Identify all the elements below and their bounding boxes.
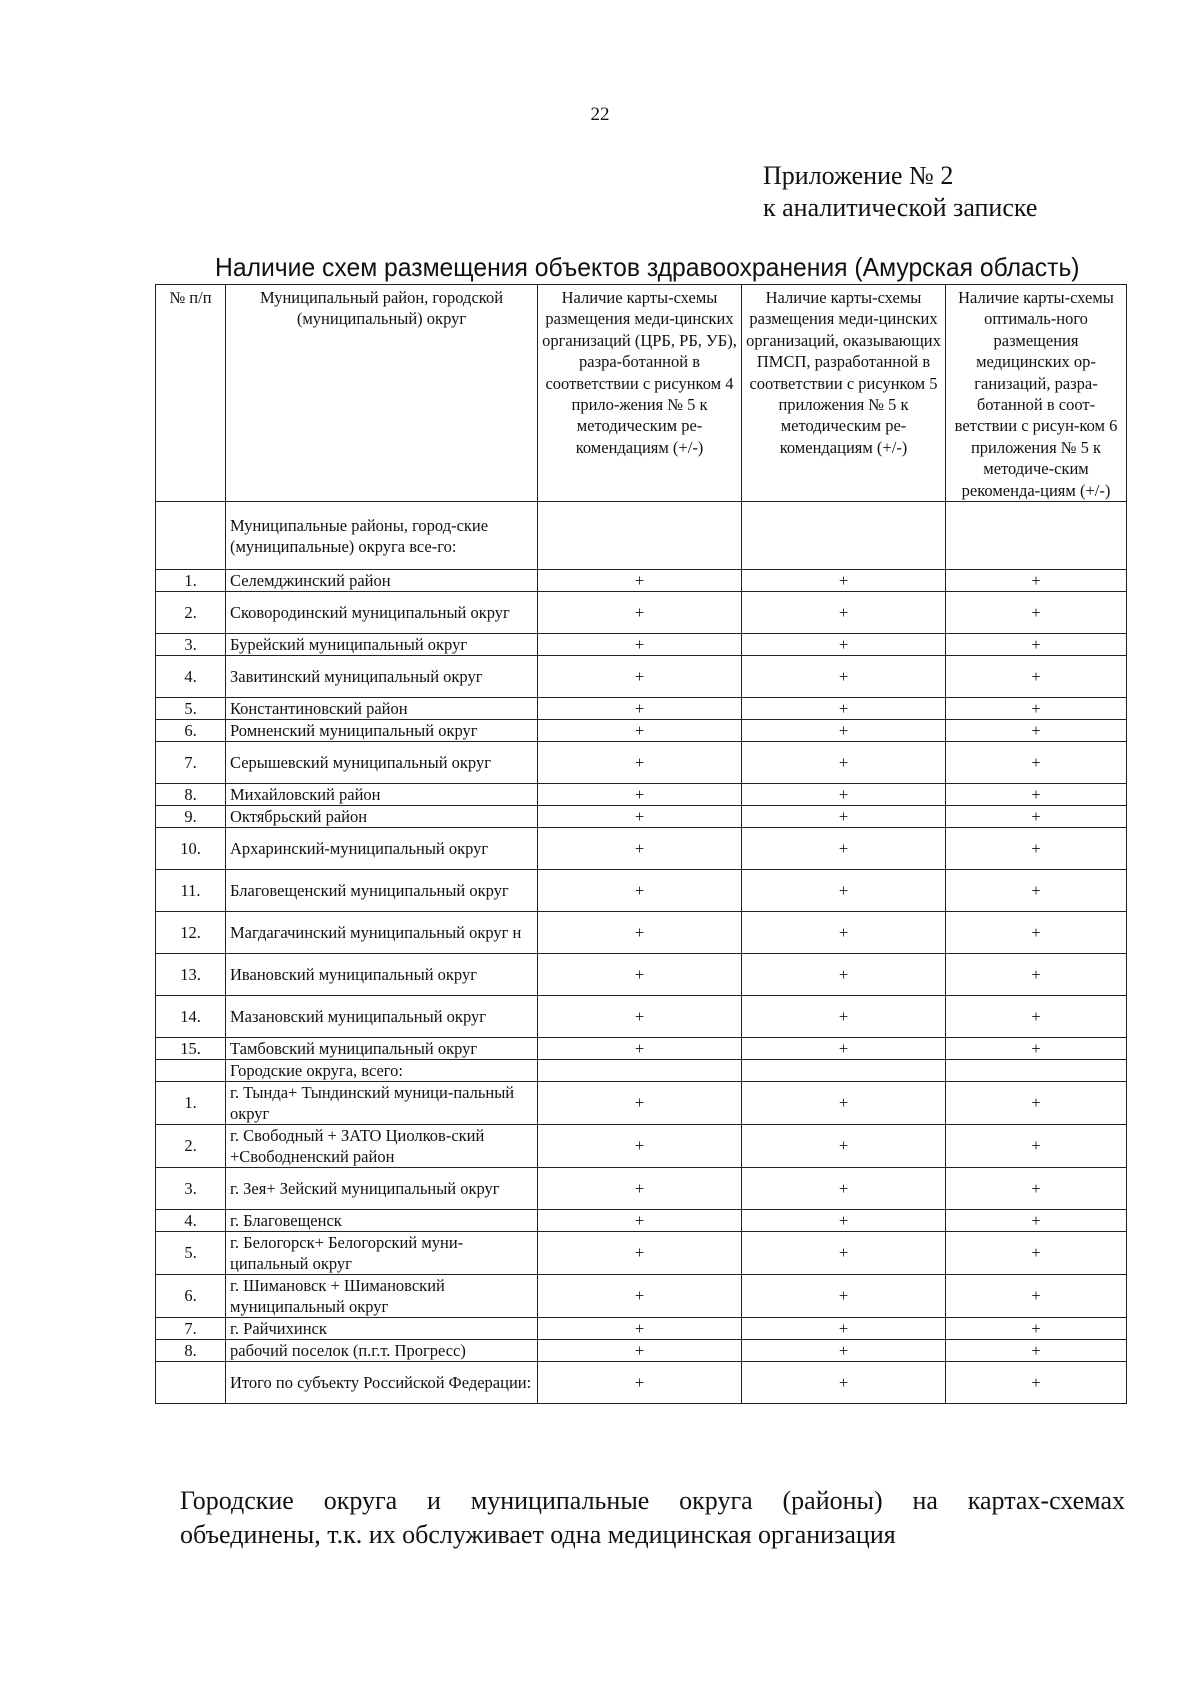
row-crb-map-mark: + bbox=[538, 870, 742, 912]
table-row bbox=[156, 592, 1127, 634]
row-optimal-map-mark: + bbox=[946, 1168, 1127, 1210]
grand-total-crb-mark: + bbox=[538, 1362, 742, 1404]
row-number: 3. bbox=[156, 634, 226, 656]
row-pmsp-map-mark: + bbox=[742, 742, 946, 784]
row-district-name: г. Белогорск+ Белогорский муни-ципальный округ bbox=[226, 1232, 538, 1275]
grand-total-row bbox=[156, 1362, 1127, 1404]
row-crb-map-mark: + bbox=[538, 784, 742, 806]
row-pmsp-map-mark: + bbox=[742, 1275, 946, 1318]
table-row bbox=[156, 806, 1127, 828]
table-row bbox=[156, 1168, 1127, 1210]
row-crb-map-mark: + bbox=[538, 570, 742, 592]
row-optimal-map-mark: + bbox=[946, 634, 1127, 656]
row-crb-map-mark: + bbox=[538, 592, 742, 634]
table-row bbox=[156, 870, 1127, 912]
table-row bbox=[156, 1340, 1127, 1362]
row-district-name: г. Зея+ Зейский муниципальный округ bbox=[226, 1168, 538, 1210]
table-row bbox=[156, 1082, 1127, 1125]
row-district-name: Серышевский муниципальный округ bbox=[226, 742, 538, 784]
row-crb-map-mark: + bbox=[538, 1082, 742, 1125]
header-district: Муниципальный район, городской (муниципальный) округ bbox=[226, 285, 538, 502]
row-pmsp-map-mark: + bbox=[742, 720, 946, 742]
row-district-name: Мазановский муниципальный округ bbox=[226, 996, 538, 1038]
row-pmsp-map-mark: + bbox=[742, 912, 946, 954]
row-number: 7. bbox=[156, 742, 226, 784]
row-number: 11. bbox=[156, 870, 226, 912]
municipal-total-row bbox=[156, 502, 1127, 570]
row-crb-map-mark: + bbox=[538, 1125, 742, 1168]
table-row bbox=[156, 742, 1127, 784]
row-pmsp-map-mark: + bbox=[742, 954, 946, 996]
row-district-name: Константиновский район bbox=[226, 698, 538, 720]
row-optimal-map-mark: + bbox=[946, 720, 1127, 742]
header-number: № п/п bbox=[156, 285, 226, 502]
row-crb-map-mark: + bbox=[538, 1038, 742, 1060]
row-number: 1. bbox=[156, 570, 226, 592]
appendix-label bbox=[763, 160, 1037, 224]
appendix-line-1: Приложение № 2 bbox=[763, 161, 954, 190]
footnote bbox=[180, 1484, 1125, 1552]
facilities-table bbox=[155, 284, 1127, 1404]
table-row bbox=[156, 1275, 1127, 1318]
row-crb-map-mark: + bbox=[538, 634, 742, 656]
table-row bbox=[156, 784, 1127, 806]
row-optimal-map-mark: + bbox=[946, 1038, 1127, 1060]
table-row bbox=[156, 1232, 1127, 1275]
row-district-name: г. Благовещенск bbox=[226, 1210, 538, 1232]
urban-total-row bbox=[156, 1060, 1127, 1082]
row-district-name: Ромненский муниципальный округ bbox=[226, 720, 538, 742]
table-row bbox=[156, 1210, 1127, 1232]
table-cell bbox=[742, 502, 946, 570]
page-number: 22 bbox=[590, 104, 610, 125]
row-optimal-map-mark: + bbox=[946, 1340, 1127, 1362]
row-district-name: г. Свободный + ЗАТО Циолков-ский +Свободненский район bbox=[226, 1125, 538, 1168]
table-cell bbox=[156, 502, 226, 570]
row-optimal-map-mark: + bbox=[946, 912, 1127, 954]
row-crb-map-mark: + bbox=[538, 828, 742, 870]
row-district-name: Завитинский муниципальный округ bbox=[226, 656, 538, 698]
row-district-name: г. Шимановск + Шимановский муниципальный округ bbox=[226, 1275, 538, 1318]
row-pmsp-map-mark: + bbox=[742, 806, 946, 828]
row-optimal-map-mark: + bbox=[946, 784, 1127, 806]
row-number: 9. bbox=[156, 806, 226, 828]
table-row bbox=[156, 634, 1127, 656]
row-number: 13. bbox=[156, 954, 226, 996]
row-number: 7. bbox=[156, 1318, 226, 1340]
row-optimal-map-mark: + bbox=[946, 870, 1127, 912]
table-row bbox=[156, 1038, 1127, 1060]
table-row bbox=[156, 1318, 1127, 1340]
row-pmsp-map-mark: + bbox=[742, 1210, 946, 1232]
footnote-line-1: Городские округа и муниципальные округа (районы) на картах-схемах bbox=[180, 1486, 1125, 1515]
row-number: 6. bbox=[156, 720, 226, 742]
row-pmsp-map-mark: + bbox=[742, 570, 946, 592]
row-optimal-map-mark: + bbox=[946, 828, 1127, 870]
row-district-name: Благовещенский муниципальный округ bbox=[226, 870, 538, 912]
header-optimal-map: Наличие карты-схемы оптималь-ного размещения медицинских ор-ганизаций, разра-ботанной в соот-ветствии с рисун-ком 6 приложения № 5 к методиче-ским рекоменда-циям (+/-) bbox=[946, 285, 1127, 502]
row-district-name: Магдагачинский муниципальный округ н bbox=[226, 912, 538, 954]
table-row bbox=[156, 1125, 1127, 1168]
row-district-name: Ивановский муниципальный округ bbox=[226, 954, 538, 996]
row-optimal-map-mark: + bbox=[946, 592, 1127, 634]
table-cell bbox=[946, 502, 1127, 570]
row-district-name: Архаринский-муниципальный округ bbox=[226, 828, 538, 870]
row-optimal-map-mark: + bbox=[946, 742, 1127, 784]
row-district-name: Тамбовский муниципальный округ bbox=[226, 1038, 538, 1060]
row-number: 4. bbox=[156, 656, 226, 698]
table-cell bbox=[946, 1060, 1127, 1082]
table-title: Наличие схем размещения объектов здравоохранения (Амурская область) bbox=[215, 252, 1080, 282]
row-district-name: Селемджинский район bbox=[226, 570, 538, 592]
row-number: 10. bbox=[156, 828, 226, 870]
row-number: 1. bbox=[156, 1082, 226, 1125]
table-cell bbox=[156, 1362, 226, 1404]
table-cell bbox=[538, 502, 742, 570]
row-number: 8. bbox=[156, 784, 226, 806]
row-number: 4. bbox=[156, 1210, 226, 1232]
footnote-line-2: объединены, т.к. их обслуживает одна медицинская организация bbox=[180, 1520, 896, 1549]
row-pmsp-map-mark: + bbox=[742, 1125, 946, 1168]
table-cell bbox=[742, 1060, 946, 1082]
row-district-name: Сковородинский муниципальный округ bbox=[226, 592, 538, 634]
table-body bbox=[156, 502, 1127, 1404]
row-number: 2. bbox=[156, 1125, 226, 1168]
row-pmsp-map-mark: + bbox=[742, 1168, 946, 1210]
municipal-total-label: Муниципальные районы, город-ские (муниципальные) округа все-го: bbox=[226, 502, 538, 570]
row-crb-map-mark: + bbox=[538, 1168, 742, 1210]
row-number: 3. bbox=[156, 1168, 226, 1210]
row-pmsp-map-mark: + bbox=[742, 698, 946, 720]
row-optimal-map-mark: + bbox=[946, 1125, 1127, 1168]
row-pmsp-map-mark: + bbox=[742, 870, 946, 912]
row-pmsp-map-mark: + bbox=[742, 634, 946, 656]
row-pmsp-map-mark: + bbox=[742, 1318, 946, 1340]
row-number: 15. bbox=[156, 1038, 226, 1060]
table-row bbox=[156, 570, 1127, 592]
grand-total-optimal-mark: + bbox=[946, 1362, 1127, 1404]
row-crb-map-mark: + bbox=[538, 1232, 742, 1275]
row-number: 12. bbox=[156, 912, 226, 954]
row-district-name: Бурейский муниципальный округ bbox=[226, 634, 538, 656]
row-pmsp-map-mark: + bbox=[742, 1232, 946, 1275]
row-crb-map-mark: + bbox=[538, 996, 742, 1038]
row-crb-map-mark: + bbox=[538, 698, 742, 720]
row-number: 2. bbox=[156, 592, 226, 634]
row-pmsp-map-mark: + bbox=[742, 1340, 946, 1362]
row-crb-map-mark: + bbox=[538, 806, 742, 828]
row-pmsp-map-mark: + bbox=[742, 784, 946, 806]
row-number: 14. bbox=[156, 996, 226, 1038]
row-crb-map-mark: + bbox=[538, 1210, 742, 1232]
table-row bbox=[156, 996, 1127, 1038]
row-district-name: Октябрьский район bbox=[226, 806, 538, 828]
table-cell bbox=[538, 1060, 742, 1082]
appendix-line-2: к аналитической записке bbox=[763, 193, 1038, 222]
row-pmsp-map-mark: + bbox=[742, 828, 946, 870]
row-optimal-map-mark: + bbox=[946, 1318, 1127, 1340]
row-crb-map-mark: + bbox=[538, 1275, 742, 1318]
row-optimal-map-mark: + bbox=[946, 656, 1127, 698]
row-crb-map-mark: + bbox=[538, 720, 742, 742]
row-number: 8. bbox=[156, 1340, 226, 1362]
row-pmsp-map-mark: + bbox=[742, 592, 946, 634]
row-optimal-map-mark: + bbox=[946, 806, 1127, 828]
row-district-name: Михайловский район bbox=[226, 784, 538, 806]
table-row bbox=[156, 720, 1127, 742]
row-crb-map-mark: + bbox=[538, 656, 742, 698]
table-row bbox=[156, 828, 1127, 870]
table-header-row bbox=[156, 285, 1127, 502]
row-district-name: г. Райчихинск bbox=[226, 1318, 538, 1340]
row-district-name: г. Тында+ Тындинский муници-пальный округ bbox=[226, 1082, 538, 1125]
row-optimal-map-mark: + bbox=[946, 570, 1127, 592]
header-crb-map: Наличие карты-схемы размещения меди-цинских организаций (ЦРБ, РБ, УБ), разра-ботанной в соответствии с рисунком 4 прило-жения № 5 к методическим ре-комендациям (+/-) bbox=[538, 285, 742, 502]
row-crb-map-mark: + bbox=[538, 1318, 742, 1340]
row-optimal-map-mark: + bbox=[946, 1082, 1127, 1125]
row-number: 5. bbox=[156, 1232, 226, 1275]
row-pmsp-map-mark: + bbox=[742, 996, 946, 1038]
row-crb-map-mark: + bbox=[538, 742, 742, 784]
row-optimal-map-mark: + bbox=[946, 954, 1127, 996]
row-number: 5. bbox=[156, 698, 226, 720]
urban-total-label: Городские округа, всего: bbox=[226, 1060, 538, 1082]
row-crb-map-mark: + bbox=[538, 912, 742, 954]
row-optimal-map-mark: + bbox=[946, 1275, 1127, 1318]
row-pmsp-map-mark: + bbox=[742, 1038, 946, 1060]
table-row bbox=[156, 954, 1127, 996]
row-district-name: рабочий поселок (п.г.т. Прогресс) bbox=[226, 1340, 538, 1362]
row-optimal-map-mark: + bbox=[946, 996, 1127, 1038]
table-row bbox=[156, 656, 1127, 698]
row-number: 6. bbox=[156, 1275, 226, 1318]
row-optimal-map-mark: + bbox=[946, 1210, 1127, 1232]
table-cell bbox=[156, 1060, 226, 1082]
row-crb-map-mark: + bbox=[538, 954, 742, 996]
header-pmsp-map: Наличие карты-схемы размещения меди-цинских организаций, оказывающих ПМСП, разработанной в соответствии с рисунком 5 приложения № 5 к методическим ре-комендациям (+/-) bbox=[742, 285, 946, 502]
row-pmsp-map-mark: + bbox=[742, 656, 946, 698]
table-row bbox=[156, 912, 1127, 954]
grand-total-pmsp-mark: + bbox=[742, 1362, 946, 1404]
row-optimal-map-mark: + bbox=[946, 1232, 1127, 1275]
table-row bbox=[156, 698, 1127, 720]
row-optimal-map-mark: + bbox=[946, 698, 1127, 720]
row-pmsp-map-mark: + bbox=[742, 1082, 946, 1125]
row-crb-map-mark: + bbox=[538, 1340, 742, 1362]
grand-total-label: Итого по субъекту Российской Федерации: bbox=[226, 1362, 538, 1404]
